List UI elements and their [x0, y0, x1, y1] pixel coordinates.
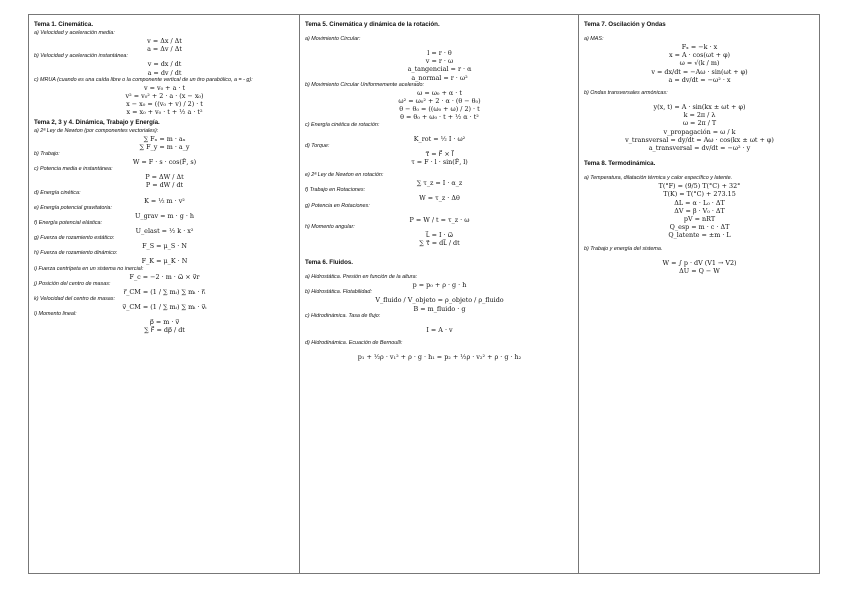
item-label: f) Trabajo en Rotaciones: [305, 187, 366, 194]
item-label: h) Momento angular: [305, 223, 355, 230]
item-label: d) Energía cinética: [34, 189, 81, 196]
item-label: d) Hidrodinámica. Ecuación de Bernoulli: [305, 340, 403, 347]
item-label: b) Trabajo: [34, 151, 60, 158]
section-title: Tema 6. Fluidos. [305, 259, 354, 267]
formula: v_transversal = dy/dt = Aω · cos(kx ± ωt + φ) [625, 135, 774, 144]
column-3 [578, 15, 819, 573]
formula: V_fluido / V_objeto = ρ_objeto / ρ_fluido [375, 296, 504, 305]
formula: P = W / t = τ_z · ω [409, 215, 470, 224]
formula: x − x₀ = ((v₀ + v) / 2) · t [126, 100, 203, 109]
item-label: l) Momento lineal: [34, 311, 77, 318]
item-label: a) 2ª Ley de Newton (por componentes vectoriales): [34, 127, 159, 134]
item-label: b) Ondas transversales armónicas: [584, 90, 668, 97]
section-title: Tema 5. Cinemática y dinámica de la rotación. [305, 21, 440, 28]
formula: F_c = −2 · m · ω⃗ × v⃗r [129, 272, 200, 281]
formula: τ = F · l · sin(F̂, l) [411, 158, 468, 167]
formula: ω = √(k / m) [679, 59, 720, 68]
formula: a_transversal = dv/dt = −ω² · y [648, 144, 751, 153]
formula: v_propagación = ω / k [663, 127, 736, 136]
formula: p = p₀ + ρ · g · h [412, 281, 467, 290]
formula: ω² = ω₀² + 2 · α · (θ − θ₀) [398, 97, 481, 106]
formula: U_elast = ½ k · x² [135, 227, 194, 236]
column-1 [29, 15, 299, 573]
formula: P = dW / dt [145, 181, 184, 190]
formula: θ − θ₀ = ((ω₀ + ω) / 2) · t [399, 105, 480, 114]
formula: ω = 2π / T [682, 119, 717, 128]
item-label: b) Velocidad y aceleración instantánea: [34, 53, 128, 60]
formula: v = v₀ + a · t [143, 83, 186, 92]
formula-sheet [28, 14, 820, 574]
formula: F_K = μ_K · N [141, 257, 188, 266]
section-title: Tema 1. Cinemática. [34, 21, 94, 28]
formula: v² = v₀² + 2 · a · (x − x₀) [125, 92, 204, 101]
formula: v = dx/dt = −Aω · sin(ωt + φ) [651, 67, 748, 76]
formula: T(K) = T(°C) + 273.15 [663, 190, 736, 199]
formula: ∑ F⃗ = dp⃗ / dt [144, 326, 185, 335]
item-label: c) Potencia media e instantánea: [34, 166, 113, 173]
formula: pV = nRT [683, 215, 716, 224]
item-label: b) Hidrostática. Flotabilidad: [305, 289, 372, 296]
formula: ΔV = β · V₀ · ΔT [674, 206, 725, 215]
formula: r⃗_CM = (1 / ∑ mᵢ) ∑ mᵢ · r⃗ᵢ [123, 287, 206, 296]
formula: τ⃗ = F⃗ × l⃗ [425, 149, 454, 158]
item-label: b) Movimiento Circular Uniformemente acelerado: [305, 81, 424, 88]
formula: p⃗ = m · v⃗ [149, 318, 180, 327]
formula: T(°F) = (9/5) T(°C) + 32° [658, 182, 741, 191]
item-label: f) Energía potencial elástica: [34, 220, 103, 227]
formula: a = Δv / Δt [147, 45, 182, 54]
section-title: Tema 7. Oscilación y Ondas [584, 21, 666, 28]
formula: B = m_fluido · g [413, 304, 466, 313]
item-label: a) Velocidad y aceleración media: [34, 30, 115, 36]
item-label: g) Potencia en Rotaciones: [305, 202, 370, 209]
formula: a = dv/dt = −ω² · x [668, 75, 731, 84]
formula: Q_esp = m · c · ΔT [669, 223, 730, 232]
formula: U_grav = m · g · h [134, 211, 195, 220]
formula: a_tangencial = r · α [407, 65, 472, 74]
formula: L⃗ = I · ω⃗ [426, 230, 453, 239]
formula: a = dv / dt [147, 68, 182, 77]
item-label: a) MAS: [584, 36, 604, 42]
item-label: i) Fuerza centrípeta en un sistema no inercial: [34, 265, 144, 272]
formula: ∑ Fₓ = m · aₓ [143, 134, 186, 143]
formula: Fₓ = −k · x [681, 43, 718, 51]
item-label: a) Hidrostática. Presión en función de la altura: [305, 274, 418, 281]
formula: l = r · θ [427, 49, 452, 57]
formula: K_rot = ½ I · ω² [413, 134, 466, 143]
formula: v⃗_CM = (1 / ∑ mᵢ) ∑ mᵢ · v⃗ᵢ [122, 303, 207, 312]
formula: I = A · v [426, 325, 453, 334]
item-label: d) Torque: [305, 142, 330, 149]
formula: v = Δx / Δt [147, 37, 182, 45]
item-label: e) 2ª Ley de Newton en rotación: [305, 172, 384, 179]
formula: k = 2π / λ [683, 111, 716, 120]
formula: ∑ F_y = m · a_y [139, 142, 190, 151]
item-label: h) Fuerza de rozamiento dinámico: [34, 250, 118, 257]
item-label: c) Hidrodinámica. Tasa de flujo: [305, 312, 381, 319]
item-label: b) Trabajo y energía del sistema. [584, 245, 663, 252]
formula: v = dx / dt [147, 60, 182, 69]
formula: a_normal = r · ω² [411, 73, 468, 82]
formula: W = ∫ p · dV (V1 → V2) [662, 258, 737, 267]
formula: W = τ_z · Δθ [419, 194, 460, 203]
formula: K = ½ m · v² [144, 196, 185, 205]
formula: ω = ω₀ + α · t [417, 88, 462, 97]
item-label: a) Movimiento Circular: [305, 36, 361, 42]
formula: F_S = μ_S · N [142, 242, 187, 251]
formula: W = F · s · cos(F̂, s) [132, 158, 197, 167]
formula: ∑ τ_z = I · α_z [416, 179, 463, 188]
formula: v = r · ω [425, 57, 454, 66]
item-label: k) Velocidad del centro de masas: [34, 296, 116, 303]
formula: x = x₀ + v₀ · t + ½ a · t² [126, 108, 203, 117]
section-title: Tema 2, 3 y 4. Dinámica, Trabajo y Energía. [34, 118, 160, 126]
formula: ΔU = Q − W [679, 266, 720, 275]
formula: P = ΔW / Δt [145, 173, 184, 182]
section-title: Tema 8. Termodinámica. [584, 160, 656, 168]
item-label: g) Fuerza de rozamiento estático: [34, 235, 115, 242]
item-label: e) Energía potencial gravitatoria: [34, 204, 112, 211]
formula: y(x, t) = A · sin(kx ± ωt + φ) [653, 103, 746, 112]
item-label: a) Temperatura, dilatación térmica y calor específico y latente. [584, 175, 733, 182]
formula: x = A · cos(ωt + φ) [668, 51, 731, 60]
formula: p₁ + ½ρ · v₁² + ρ · g · h₁ = p₂ + ½ρ · v₂² + ρ · g · h₂ [357, 353, 522, 362]
item-label: c) MRUA (cuando es una caída libre o la componente vertical de un tiro parabólico, a = - g): [34, 76, 253, 83]
item-label: j) Posición del centro de masas: [34, 280, 111, 287]
formula: θ = θ₀ + ω₀ · t + ½ α · t² [400, 113, 479, 122]
formula: Q_latente = ±m · L [668, 231, 731, 240]
column-2 [299, 15, 578, 573]
item-label: c) Energía cinética de rotación: [305, 121, 380, 128]
formula: ∑ τ⃗ = dL⃗ / dt [419, 239, 460, 248]
formula: ΔL = α · L₀ · ΔT [674, 198, 725, 207]
